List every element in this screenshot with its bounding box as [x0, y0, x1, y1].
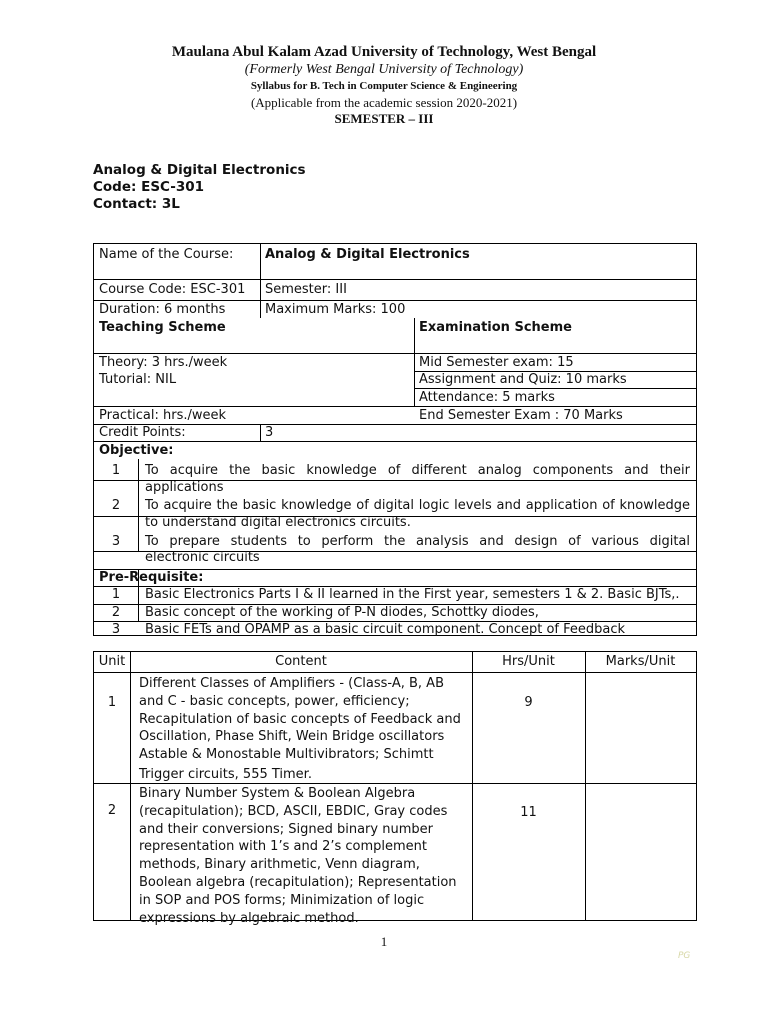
university-title: Maulana Abul Kalam Azad University of Technology, West Bengal — [171, 44, 597, 60]
objective-number: 3 — [111, 534, 121, 549]
credit-points-value: 3 — [265, 425, 274, 440]
content-line: and C - basic concepts, power, efficiency; — [139, 693, 410, 709]
objective-heading: Objective: — [99, 443, 174, 458]
prerequisite-number: 1 — [111, 587, 121, 602]
practical-cell: Practical: hrs./week — [99, 408, 227, 423]
prerequisite-heading: Pre-Requisite: — [99, 570, 204, 585]
objective-text: To prepare students to perform the analysis and design of various digital — [145, 534, 690, 549]
content-line: Astable & Monostable Multivibrators; Schimtt — [139, 747, 434, 763]
prerequisite-number: 2 — [111, 605, 121, 620]
applicable-session: (Applicable from the academic session 2020-2021) — [250, 95, 518, 110]
content-line: Boolean algebra (recapitulation); Representation — [139, 874, 457, 890]
end-sem-cell: End Semester Exam : 70 Marks — [419, 408, 623, 423]
semester-cell: Semester: III — [265, 282, 347, 297]
watermark: PG — [678, 951, 691, 961]
unit-number: 1 — [107, 695, 117, 710]
header-content: Content — [275, 654, 327, 669]
header-hrs: Hrs/Unit — [502, 654, 555, 669]
content-line: Recapitulation of basic concepts of Feedback and — [139, 711, 461, 727]
theory-cell: Theory: 3 hrs./week — [99, 355, 228, 370]
header-marks: Marks/Unit — [605, 654, 676, 669]
course-heading — [93, 162, 306, 213]
header-unit: Unit — [98, 654, 126, 669]
objective-text: To acquire the basic knowledge of different analog components and their — [145, 463, 690, 478]
prerequisite-number: 3 — [111, 622, 121, 637]
content-line: in SOP and POS forms; Minimization of logic — [139, 892, 425, 908]
content-line: methods, Binary arithmetic, Venn diagram, — [139, 857, 420, 873]
duration-cell: Duration: 6 months — [99, 302, 226, 317]
unit-content — [139, 675, 464, 784]
unit-content — [139, 785, 464, 927]
prerequisite-text: Basic FETs and OPAMP as a basic circuit component. Concept of Feedback — [145, 622, 626, 637]
unit-number: 2 — [107, 803, 117, 818]
exam-scheme-heading: Examination Scheme — [419, 320, 572, 335]
page-number: 1 — [380, 934, 388, 949]
course-details-table — [93, 243, 697, 636]
content-line: expressions by algebraic method. — [139, 910, 359, 926]
objective-text: To acquire the basic knowledge of digital logic levels and application of knowledge — [145, 498, 690, 513]
syllabus-title: Syllabus for B. Tech in Computer Science & Engineering — [250, 80, 518, 92]
course-name-label: Name of the Course: — [99, 247, 234, 262]
semester-title: SEMESTER – III — [334, 111, 434, 126]
prerequisite-text: Basic Electronics Parts I & II learned in the First year, semesters 1 & 2. Basic BJTs,. — [145, 587, 680, 602]
prerequisite-text: Basic concept of the working of P-N diodes, Schottky diodes, — [145, 605, 539, 620]
course-name-value: Analog & Digital Electronics — [265, 247, 470, 262]
content-line: (recapitulation); BCD, ASCII, EBDIC, Gray codes — [139, 803, 448, 819]
course-code-cell: Course Code: ESC-301 — [99, 282, 246, 297]
content-line: Different Classes of Amplifiers - (Class-A, B, AB — [139, 676, 444, 691]
content-line: Binary Number System & Boolean Algebra — [139, 786, 416, 801]
objective-text-continued: to understand digital electronics circuits. — [145, 515, 411, 530]
objective-number: 2 — [111, 498, 121, 513]
teaching-scheme-heading: Teaching Scheme — [99, 320, 226, 335]
unit-hours: 9 — [524, 695, 533, 710]
mid-sem-cell: Mid Semester exam: 15 — [419, 355, 574, 370]
objective-number: 1 — [111, 463, 121, 478]
content-line: Oscillation, Phase Shift, Wein Bridge oscillators — [139, 729, 445, 745]
content-line: representation with 1’s and 2’s complement — [139, 839, 428, 855]
objective-text-continued: applications — [145, 480, 224, 495]
content-line: and their conversions; Signed binary number — [139, 821, 433, 837]
assignment-cell: Assignment and Quiz: 10 marks — [419, 372, 627, 387]
objective-text-continued: electronic circuits — [145, 550, 260, 565]
course-code: Code: ESC-301 — [93, 179, 205, 195]
attendance-cell: Attendance: 5 marks — [419, 390, 555, 405]
course-name: Analog & Digital Electronics — [93, 162, 306, 178]
max-marks-cell: Maximum Marks: 100 — [265, 302, 406, 317]
credit-points-label: Credit Points: — [99, 425, 186, 440]
units-table — [93, 651, 697, 926]
tutorial-cell: Tutorial: NIL — [99, 372, 177, 387]
unit-hours: 11 — [520, 805, 537, 820]
former-name: (Formerly West Bengal University of Technology) — [244, 62, 524, 77]
course-contact: Contact: 3L — [93, 196, 180, 212]
content-line: Trigger circuits, 555 Timer. — [139, 766, 312, 782]
